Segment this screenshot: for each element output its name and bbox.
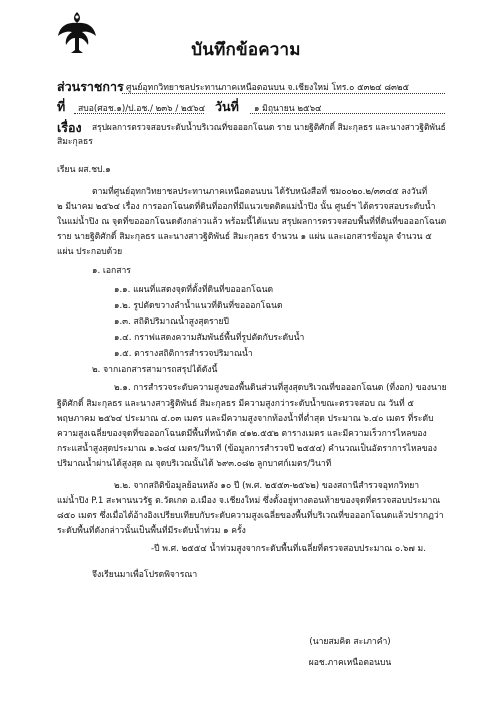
body-line: ฐิติศักดิ์ สิมะกุลธร และนางสาวฐิติพันธ์ สิมะกุลธร มีความสูงกว่าระดับน้ำขณะตรวจสอบ ณ วันที่ ๕ bbox=[57, 399, 414, 409]
subject-label: เรื่อง bbox=[57, 120, 82, 135]
list-item: ๑.๑. แผนที่แสดงจุดที่ตั้งที่ดินที่ขอออกโฉนด bbox=[114, 285, 274, 295]
list-heading: ๑. เอกสาร bbox=[92, 266, 131, 276]
salutation: เรียน ผส.ชป.๑ bbox=[57, 165, 111, 175]
ref-value: สบอ(ศอช.๑)/ป.อช./ ๒๓๖ / ๒๕๖๔ bbox=[78, 104, 206, 114]
body-line: ในแม่น้ำปิง ณ จุดที่ขอออกโฉนดดังกล่าวแล้ว พร้อมนี้ได้แนบ สรุปผลการตรวจสอบพื้นที่ที่ดินที่ขอออกโฉนด bbox=[57, 217, 447, 227]
list-item: ๑.๕. ตารางสถิติการสำรวจปริมาณน้ำ bbox=[114, 349, 253, 359]
body-line: ๒ มีนาคม ๒๕๖๔ เรื่อง การออกโฉนดที่ดินที่ออกที่มีแนวเขตติดแม่น้ำปิง นั้น ศูนย์ฯ ได้ตรวจสอบระดับน้ำ bbox=[57, 202, 436, 212]
body-line: ๒.๒. จากสถิติข้อมูลย้อนหลัง ๑๐ ปี (พ.ศ. ๒๕๕๓-๒๕๖๒) ของสถานีสำรวจอุทกวิทยา bbox=[114, 481, 420, 491]
body-line: กระแสน้ำสูงสุดประมาณ ๑.๖๘๔ เมตร/วินาที (ข้อมูลการสำรวจปี ๒๕๕๔) คำนวณเป็นอัตราการไหลของ bbox=[57, 444, 437, 454]
body-line: -ปี พ.ศ. ๒๕๕๔ น้ำท่วมสูงจากระดับพื้นที่เฉลี่ยที่ตรวจสอบประมาณ ๐.๖๗ ม. bbox=[151, 544, 426, 554]
agency-dotline bbox=[122, 93, 445, 94]
list-heading: ๒. จากเอกสารสามารถสรุปได้ดังนี้ bbox=[92, 365, 218, 375]
body-line: ราย นายฐิติศักดิ์ สิมะกุลธร และนางสาวฐิติพันธ์ สิมะกุลธร จำนวน ๑ แผ่น และเอกสารข้อมูล จำนวน ๕ bbox=[57, 232, 432, 242]
signer-name: (นายสมคิด สะเภาคำ) bbox=[309, 637, 391, 647]
body-line: ปริมาณน้ำผ่านได้สูงสุด ณ จุดบริเวณนั้นได้ ๖๙๓.๐๘๒ ลูกบาศก์เมตร/วินาที bbox=[57, 459, 332, 469]
list-item: ๑.๓. สถิติปริมาณน้ำสูงสุดรายปี bbox=[114, 317, 229, 327]
agency-label: ส่วนราชการ bbox=[57, 79, 124, 94]
ref-dotline bbox=[74, 113, 204, 114]
agency-value: ศูนย์อุทกวิทยาชลประทานภาคเหนือตอนบน จ.เชียงใหม่ โทร.๐ ๕๓๒๔ ๘๓๒๕ bbox=[126, 83, 410, 93]
body-line: ๘๕๐ เมตร ซึ่งเมื่อได้อ้างอิงเปรียบเทียบกับระดับความสูงเฉลี่ยของพื้นที่บริเวณที่ขอออกโฉนดแล้วปรากฏว่า bbox=[57, 511, 444, 521]
subject-row bbox=[57, 118, 82, 138]
ref-label: ที่ bbox=[57, 99, 66, 114]
ref-row bbox=[57, 97, 65, 117]
body-line: แม่น้ำปิง P.1 สะพานนวรัฐ ต.วัดเกต อ.เมือง จ.เชียงใหม่ ซึ่งตั้งอยู่ทางตอนท้ายของจุดที่ตรวจสอบประมาณ bbox=[57, 496, 441, 506]
date-row bbox=[215, 97, 239, 117]
agency-row bbox=[57, 77, 124, 97]
date-dotline bbox=[250, 113, 445, 114]
date-label: วันที่ bbox=[215, 99, 239, 114]
subject-line-1: สรุปผลการตรวจสอบระดับน้ำบริเวณที่ขอออกโฉนด ราย นายฐิติศักดิ์ สิมะกุลธร และนางสาวฐิติพันธ์ bbox=[92, 122, 446, 132]
signer-position: ผอช.ภาคเหนือตอนบน bbox=[308, 658, 392, 668]
subject-line-2: สิมะกุลธร bbox=[57, 137, 93, 147]
list-item: ๑.๒. รูปตัดขวางลำน้ำแนวที่ดินที่ขอออกโฉนด bbox=[114, 301, 283, 311]
memo-title: บันทึกข้อความ bbox=[191, 40, 301, 60]
body-line: พฤษภาคม ๒๕๖๔ ประมาณ ๔.๐๓ เมตร และมีความสูงจากท้องน้ำที่ต่ำสุด ประมาณ ๖.๔๐ เมตร ที่ระดับ bbox=[57, 414, 434, 424]
date-value: ๑ มิถุนายน ๒๕๖๔ bbox=[254, 104, 322, 114]
body-line: ระดับพื้นที่ดังกล่าวนั้นเป็นพื้นที่มีระดับน้ำท่วม ๑ ครั้ง bbox=[57, 526, 246, 536]
body-line: ตามที่ศูนย์อุทกวิทยาชลประทานภาคเหนือตอนบน ได้รับหนังสือที่ ชม๐๐๒๐.๒/๓๓๔๕ ลงวันที่ bbox=[92, 187, 428, 197]
body-line: ๒.๑. การสำรวจระดับความสูงของพื้นดินส่วนที่สูงสุดบริเวณที่ขอออกโฉนด (ที่งอก) ของนาย bbox=[114, 383, 447, 393]
body-line: ความสูงเฉลี่ยของจุดที่ขอออกโฉนดมีพื้นที่หน้าตัด ๔๑๒.๕๕๒ ตารางเมตร และมีความเร็วการไหลของ bbox=[57, 429, 427, 439]
closing-line: จึงเรียนมาเพื่อโปรดพิจารณา bbox=[92, 570, 198, 580]
body-line: แผ่น ประกอบด้วย bbox=[57, 247, 123, 257]
list-item: ๑.๔. กราฟแสดงความสัมพันธ์พื้นที่รูปตัดกับระดับน้ำ bbox=[114, 333, 305, 343]
